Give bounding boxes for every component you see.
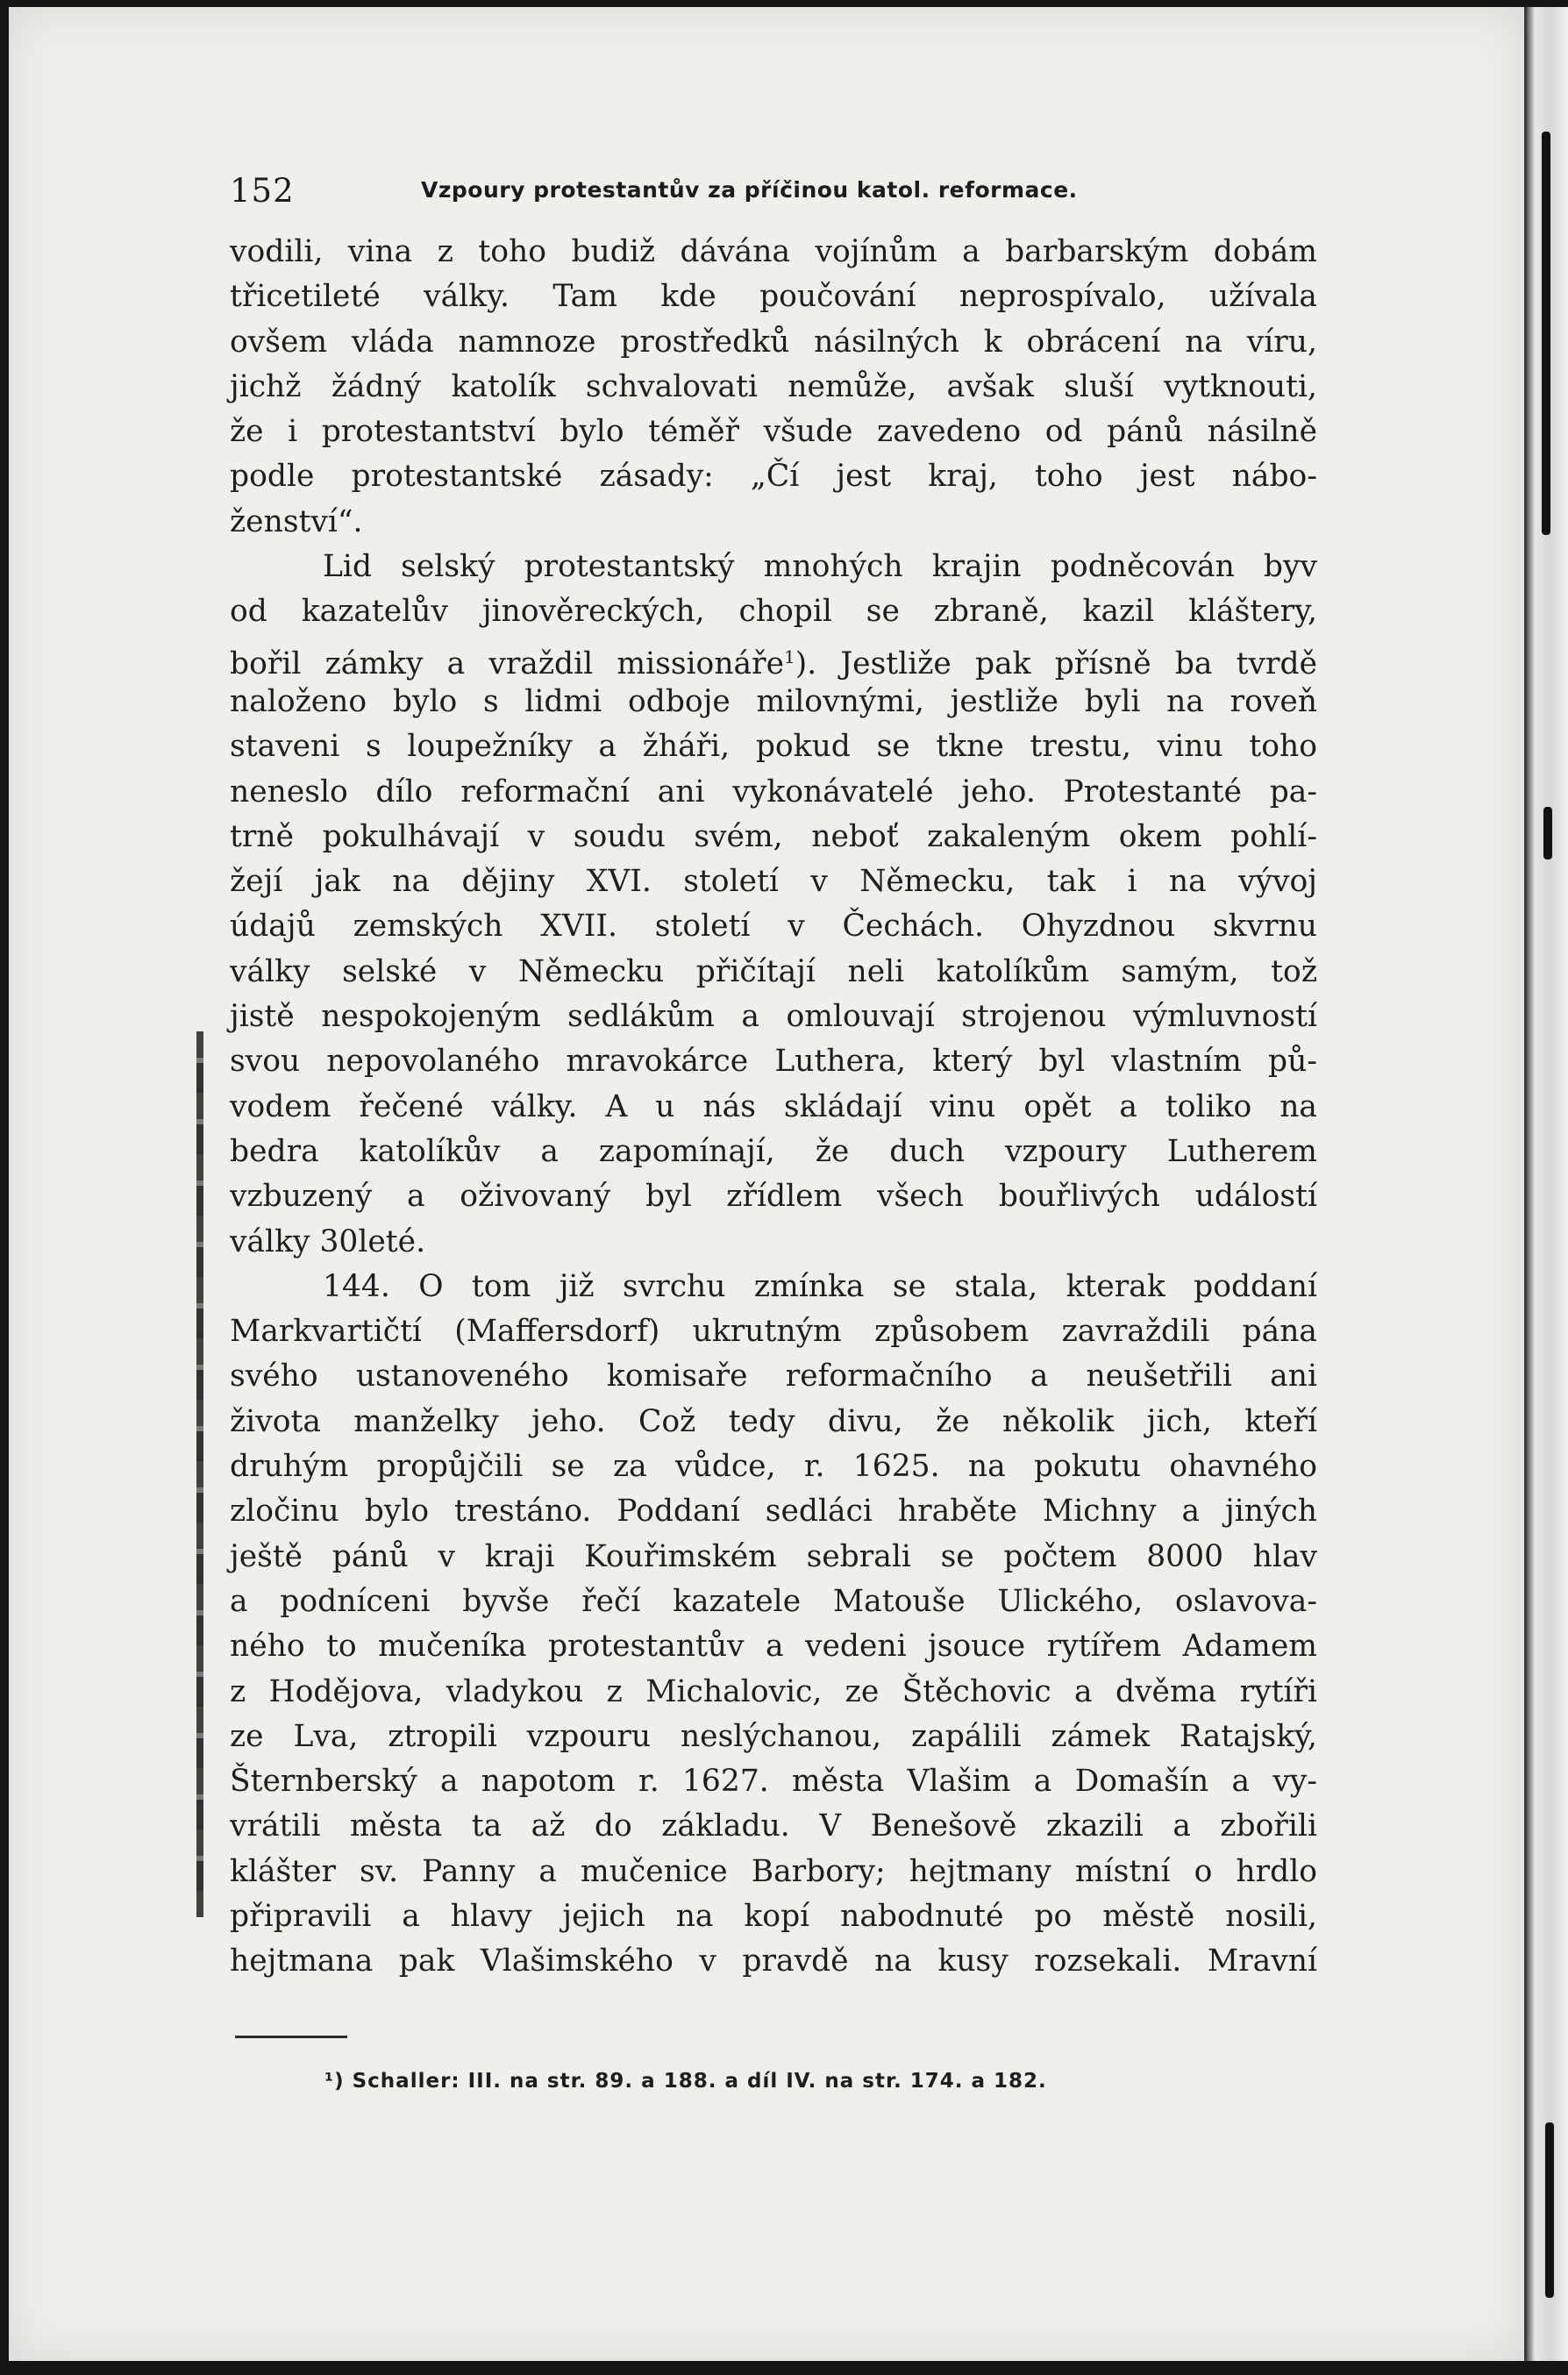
text-line: ovšem vláda namnoze prostředků násilných k obrácení na víru, (230, 324, 1317, 360)
text-line: 144. O tom již svrchu zmínka se stala, kterak poddaní (323, 1268, 1317, 1304)
text-line: třicetileté války. Tam kde poučování neprospívalo, užívala (230, 279, 1317, 315)
text-line: Šternberský a napotom r. 1627. města Vlašim a Domašín a vy- (230, 1764, 1317, 1800)
binding-mark (1545, 2122, 1554, 2298)
footnote-separator (235, 2036, 347, 2038)
binding-mark (1543, 807, 1552, 859)
footnote-text: Schaller: III. na str. 89. a 188. a díl IV. na str. 174. a 182. (352, 2070, 1047, 2093)
text-line: Lid selský protestantský mnohých krajin podněcován byv (323, 549, 1317, 585)
text-line: ného to mučeníka protestantův a vedeni jsouce rytířem Adamem (230, 1629, 1317, 1665)
text-line: vodili, vina z toho budiž dávána vojínům a barbarským dobám (230, 234, 1317, 269)
text-line: ženství“. (230, 503, 363, 539)
text-line: vzbuzený a oživovaný byl zřídlem všech bouřlivých událostí (230, 1179, 1317, 1215)
text-line: svého ustanoveného komisaře reformačního a neušetřili ani (230, 1359, 1317, 1394)
page-header (230, 172, 1335, 216)
text-line: naloženo bylo s lidmi odboje milovnými, jestliže byli na roveň (230, 683, 1317, 719)
footnote (324, 2070, 1289, 2093)
text-fragment: bořil zámky a vraždil missionáře (230, 645, 785, 681)
text-line: žejí jak na dějiny XVI. století v Německu, tak i na vývoj (230, 864, 1317, 900)
text-line: vrátili města ta až do základu. V Benešově zkazili a zbořili (230, 1808, 1317, 1844)
text-line: ještě pánů v kraji Kouřimském sebrali se počtem 8000 hlav (230, 1538, 1317, 1574)
text-line: života manželky jeho. Což tedy divu, že několik jich, kteří (230, 1403, 1317, 1439)
text-line: ze Lva, ztropili vzpouru neslýchanou, zapálili zámek Ratajský, (230, 1718, 1317, 1754)
text-line: války 30leté. (230, 1223, 426, 1259)
footnote-ref: 1 (784, 645, 795, 667)
text-fragment: ). Jestliže pak přísně ba tvrdě (795, 645, 1317, 681)
text-line: jichž žádný katolík schvalovati nemůže, avšak sluší vytknouti, (230, 368, 1317, 404)
text-line: zločinu bylo trestáno. Poddaní sedláci hraběte Michny a jiných (230, 1494, 1317, 1530)
text-line: od kazatelův jinověreckých, chopil se zbraně, kazil kláštery, (230, 594, 1317, 630)
text-line: staveni s loupežníky a žháři, pokud se tkne trestu, vinu toho (230, 729, 1317, 765)
text-line: Markvartičtí (Maffersdorf) ukrutným způsobem zavraždili pána (230, 1314, 1317, 1350)
margin-scan-artifact (196, 1031, 203, 1917)
text-line: jistě nespokojeným sedlákům a omlouvají strojenou výmluvností (230, 999, 1317, 1035)
body-text (230, 230, 1317, 1985)
text-line: hejtmana pak Vlašimského v pravdě na kusy rozsekali. Mravní (230, 1944, 1317, 1979)
text-line: údajů zemských XVII. století v Čechách. Ohyzdnou skvrnu (230, 909, 1317, 945)
text-line: války selské v Německu přičítají neli katolíkům samým, tož (230, 953, 1317, 989)
running-title: Vzpoury protestantův za příčinou katol. reformace. (421, 177, 1078, 203)
text-line: svou nepovolaného mravokárce Luthera, který byl vlastním pů- (230, 1044, 1317, 1080)
text-line: neneslo dílo reformační ani vykonávatelé jeho. Protestanté pa- (230, 774, 1317, 809)
text-line: trně pokulhávají v soudu svém, neboť zakaleným okem pohlí- (230, 818, 1317, 854)
binding-mark (1542, 132, 1550, 535)
text-line: vodem řečené války. A u nás skládají vinu opět a toliko na (230, 1088, 1317, 1124)
page-number: 152 (230, 172, 295, 210)
text-line: že i protestantství bylo téměř všude zavedeno od pánů násilně (230, 414, 1317, 450)
text-line: klášter sv. Panny a mučenice Barbory; hejtmany místní o hrdlo (230, 1853, 1317, 1889)
text-line: z Hodějova, vladykou z Michalovic, ze Štěchovic a dvěma rytíři (230, 1673, 1317, 1709)
text-line: a podníceni byvše řečí kazatele Matouše Ulického, oslavova- (230, 1583, 1317, 1619)
text-line: bedra katolíkův a zapomínají, že duch vzpoury Lutherem (230, 1133, 1317, 1169)
text-line: podle protestantské zásady: „Čí jest kraj, toho jest nábo- (230, 459, 1317, 495)
footnote-marker: ¹) (324, 2070, 345, 2093)
text-line: druhým propůjčili se za vůdce, r. 1625. na pokutu ohavného (230, 1449, 1317, 1485)
text-line (230, 635, 1317, 680)
text-line: připravili a hlavy jejich na kopí nabodnuté po městě nosili, (230, 1898, 1317, 1934)
